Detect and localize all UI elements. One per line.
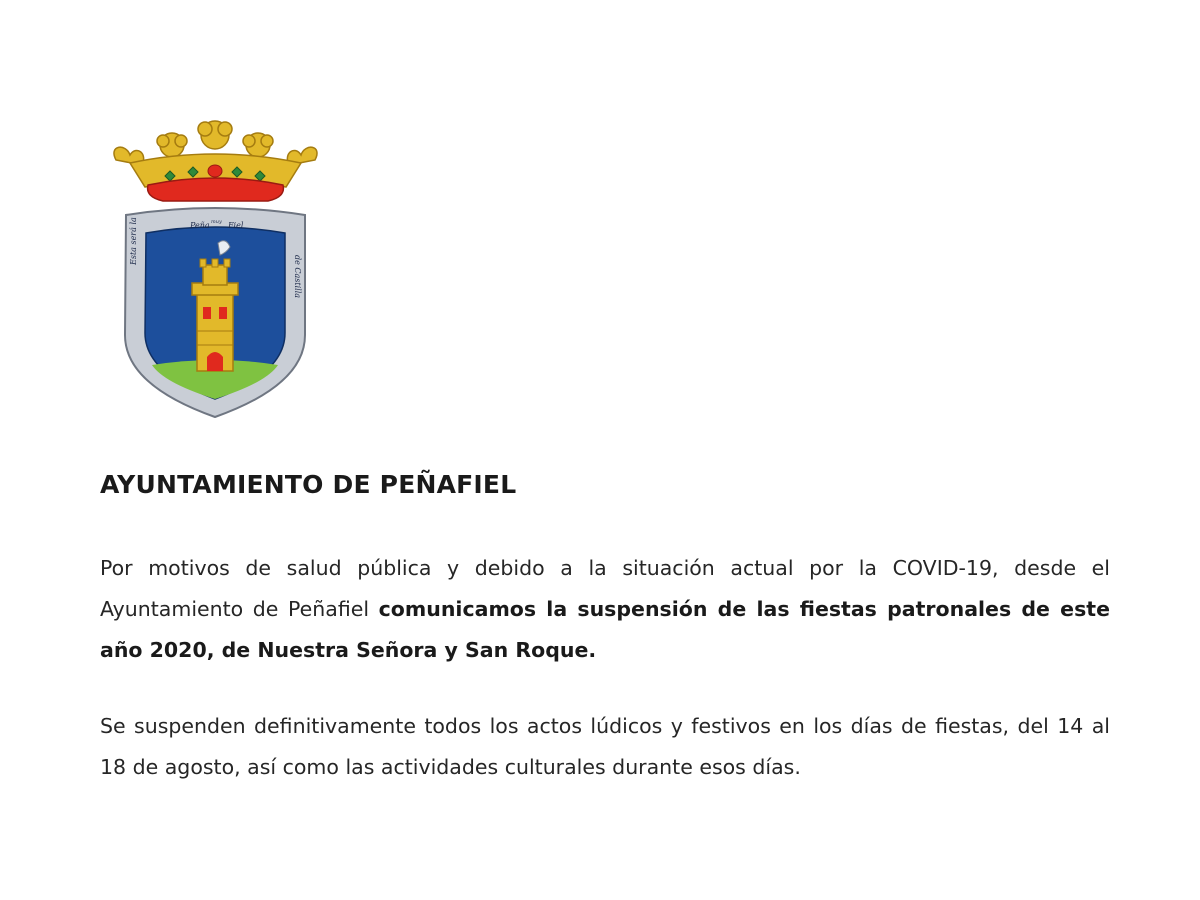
paragraph-text: Por motivos de salud pública y debido a la situación actual por la COVID-19, desde el Ayuntamiento de Peñafiel xyxy=(100,556,1110,621)
motto-text: muy xyxy=(211,219,222,225)
paragraph-bold-text: comunicamos la suspensión de las fiestas patronales de este año 2020, de Nuestra Señora y San Roque. xyxy=(100,597,1110,662)
motto-text: de Castilla xyxy=(293,255,302,299)
organization-title: AYUNTAMIENTO DE PEÑAFIEL xyxy=(100,470,517,499)
motto-text: Fiel xyxy=(228,221,244,230)
crown-icon xyxy=(114,121,317,201)
coat-of-arms xyxy=(108,115,323,425)
announcement-paragraph xyxy=(100,548,1110,671)
shield-icon xyxy=(125,208,305,417)
motto-text: Esta será la xyxy=(129,217,138,265)
details-paragraph: Se suspenden definitivamente todos los actos lúdicos y festivos en los días de fiestas, del 14 al 18 de agosto, así como las actividades culturales durante esos días. xyxy=(100,714,1110,779)
motto-text: Peña xyxy=(190,221,210,230)
